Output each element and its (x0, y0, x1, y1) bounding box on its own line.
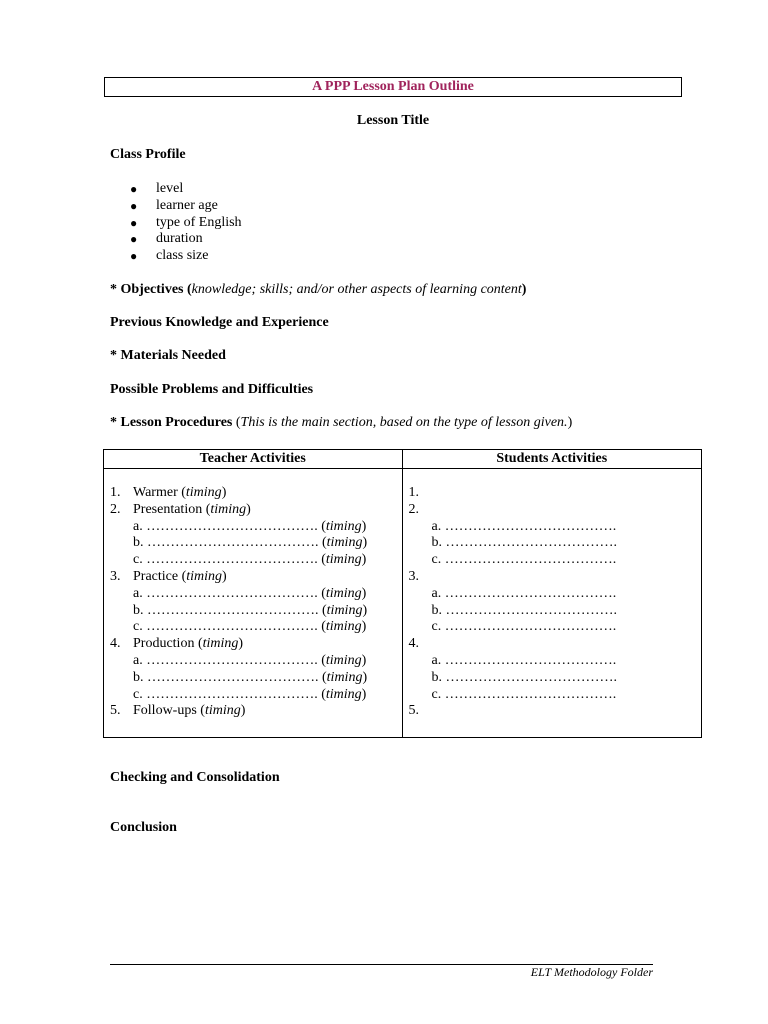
bullet-icon: ● (130, 249, 138, 263)
table-row: b. ………………………………. (timing) (133, 669, 368, 685)
lesson-title: Lesson Title (356, 113, 430, 128)
bullet-icon: ● (130, 182, 138, 196)
procedures-table (103, 449, 702, 738)
document-title: A PPP Lesson Plan Outline (104, 77, 682, 97)
table-row: 5. Follow-ups (timing) (110, 703, 246, 719)
table-row: 3. Practice (timing) (110, 568, 227, 584)
materials-heading: * Materials Needed (110, 348, 226, 363)
students-activities-cell (402, 469, 702, 738)
table-row: 2. Presentation (timing) (110, 501, 251, 517)
table-row: c. ………………………………. (timing) (133, 552, 367, 568)
previous-knowledge-heading: Previous Knowledge and Experience (110, 315, 329, 330)
class-profile-heading: Class Profile (110, 147, 186, 162)
list-item: ● duration (130, 231, 203, 247)
table-row: b. ………………………………. (timing) (133, 535, 368, 551)
checking-heading: Checking and Consolidation (110, 770, 280, 785)
table-row: 1. Warmer (timing) (110, 485, 227, 500)
table-row: a. ………………………………. (timing) (133, 518, 367, 534)
table-row: c. ………………………………. (timing) (133, 686, 367, 702)
class-profile-list (130, 181, 242, 265)
table-row: 2. (408, 501, 419, 517)
table-row: b. ………………………………. (431, 669, 617, 685)
problems-heading: Possible Problems and Difficulties (110, 382, 314, 397)
conclusion-heading: Conclusion (110, 820, 177, 835)
teacher-activities-header: Teacher Activities (104, 450, 403, 469)
bullet-icon: ● (130, 215, 138, 230)
teacher-activities-cell (104, 469, 403, 738)
objectives-line: * Objectives (knowledge; skills; and/or other aspects of learning content) (110, 282, 527, 297)
table-row: a. ………………………………. (timing) (133, 585, 367, 601)
list-item: ● level (130, 181, 184, 196)
list-item: ● learner age (130, 197, 218, 213)
bullet-icon: ● (130, 232, 138, 247)
students-activities-header: Students Activities (402, 450, 702, 469)
table-row: a. ………………………………. (431, 585, 617, 601)
table-row: b. ………………………………. (timing) (133, 602, 368, 618)
table-row: a. ………………………………. (431, 652, 617, 668)
page-footer: ELT Methodology Folder (530, 965, 653, 979)
procedures-line: * Lesson Procedures (This is the main section, based on the type of lesson given.) (110, 415, 573, 430)
table-row: 1. (408, 485, 419, 500)
table-row: b. ………………………………. (431, 602, 617, 618)
table-row: c. ………………………………. (431, 552, 617, 568)
table-row: c. ………………………………. (timing) (133, 619, 367, 635)
table-row: 5. (408, 703, 419, 719)
list-item: ● type of English (130, 214, 242, 230)
table-row: a. ………………………………. (431, 518, 617, 534)
list-item: ● class size (130, 248, 209, 263)
table-row: b. ………………………………. (431, 535, 617, 551)
bullet-icon: ● (130, 198, 138, 213)
table-row: a. ………………………………. (timing) (133, 652, 367, 668)
table-row: c. ………………………………. (431, 686, 617, 702)
table-row: c. ………………………………. (431, 619, 617, 635)
table-row: 3. (408, 568, 419, 584)
table-row: 4. (408, 636, 419, 652)
table-row: 4. Production (timing) (110, 636, 244, 652)
